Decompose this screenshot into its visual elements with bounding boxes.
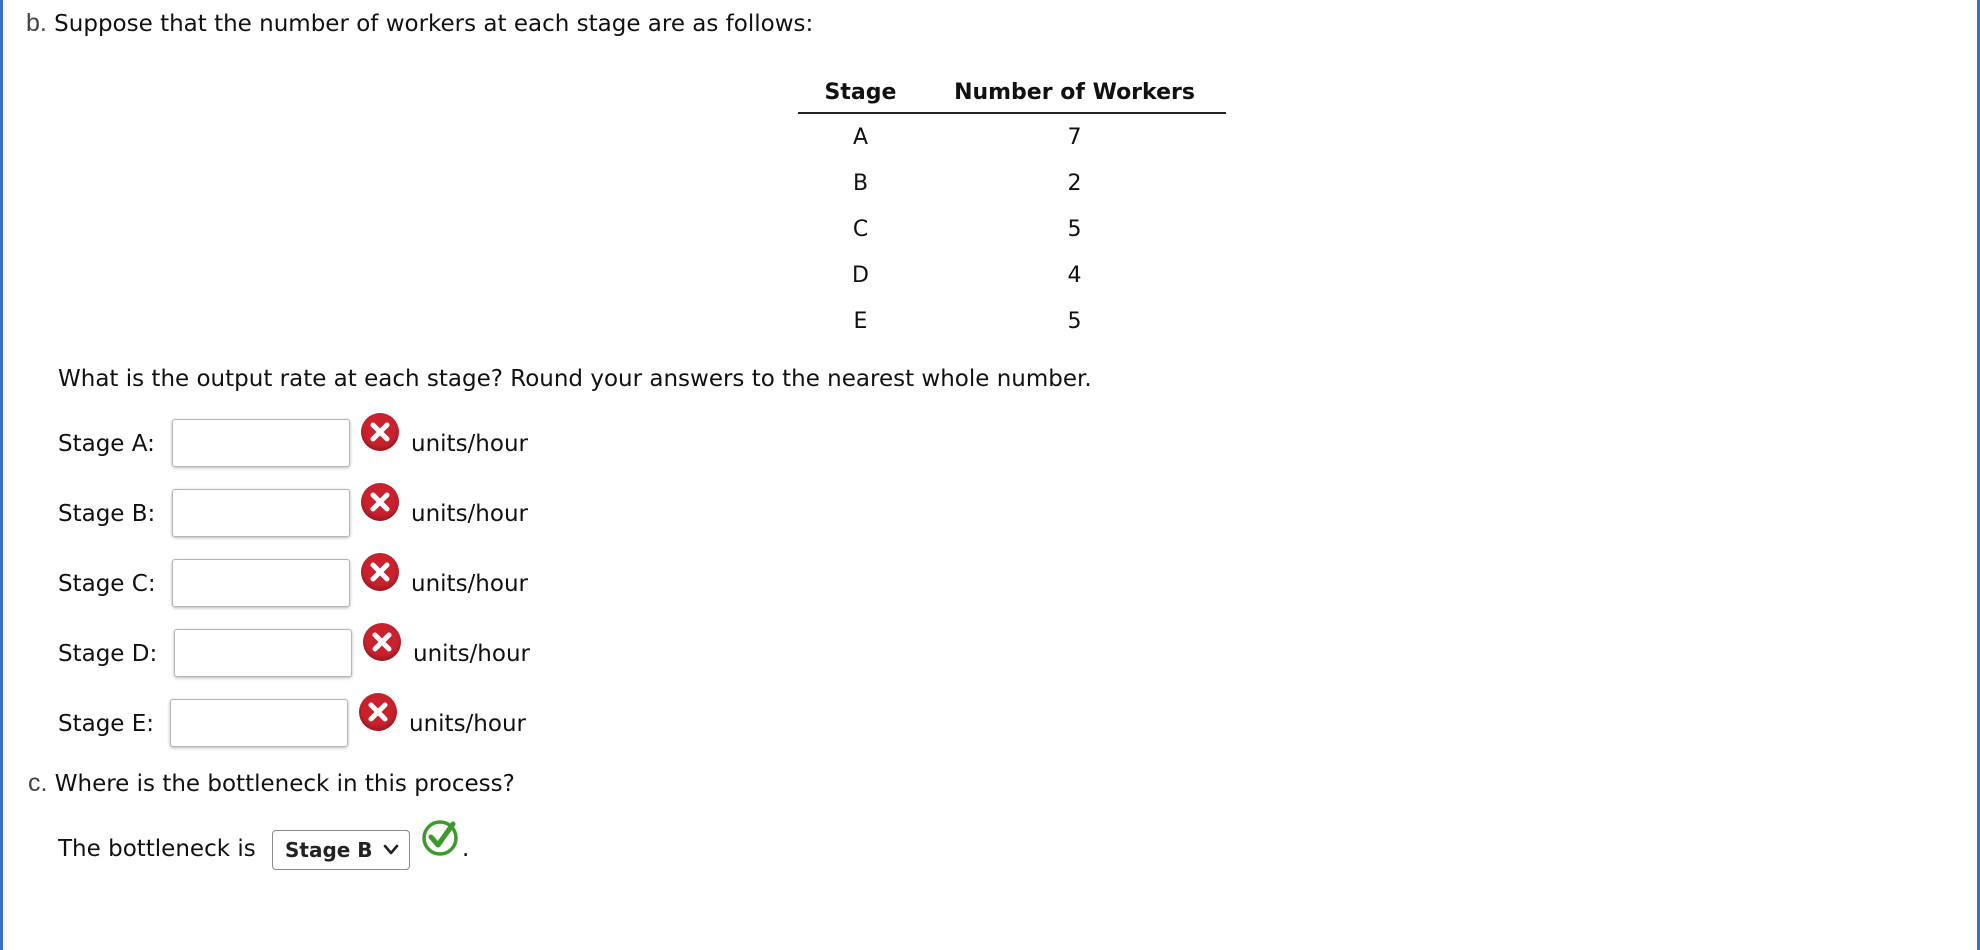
table-row	[798, 252, 1226, 298]
stage-c-unit: units/hour	[411, 571, 528, 597]
stage-cell: E	[853, 308, 868, 334]
workers-cell: 2	[1067, 170, 1082, 196]
x-circle-icon	[359, 693, 397, 731]
header-number-of-workers: Number of Workers	[923, 72, 1226, 113]
workers-cell: 5	[1067, 216, 1082, 242]
workers-cell: 7	[1067, 124, 1082, 150]
x-circle-icon	[361, 483, 399, 521]
check-circle-icon	[420, 816, 460, 856]
table-row	[798, 206, 1226, 252]
part-c-text: Where is the bottleneck in this process?	[54, 771, 515, 797]
x-circle-icon	[361, 553, 399, 591]
stage-a-input[interactable]	[172, 419, 350, 467]
workers-cell: 4	[1067, 262, 1082, 288]
stage-d-label: Stage D:	[58, 641, 158, 667]
table-row	[798, 113, 1226, 160]
stage-c-input[interactable]	[172, 559, 350, 607]
stage-cell: B	[852, 170, 869, 196]
output-rate-question: What is the output rate at each stage? Round your answers to the nearest whole number.	[58, 366, 1092, 392]
table-header-row	[798, 72, 1226, 113]
table-row	[798, 298, 1226, 344]
stage-cell: A	[852, 124, 869, 150]
bottleneck-prefix: The bottleneck is	[58, 836, 256, 862]
workers-cell: 5	[1067, 308, 1082, 334]
stage-a-unit: units/hour	[411, 431, 528, 457]
part-b-heading	[26, 8, 813, 39]
x-circle-icon	[361, 413, 399, 451]
part-b-text: Suppose that the number of workers at each stage are as follows:	[54, 11, 814, 37]
header-stage: Stage	[798, 72, 923, 113]
stage-d-input[interactable]	[174, 629, 352, 677]
stage-b-unit: units/hour	[411, 501, 528, 527]
stage-b-label: Stage B:	[58, 501, 156, 527]
stage-b-input[interactable]	[172, 489, 350, 537]
stage-e-input[interactable]	[170, 699, 348, 747]
stage-cell: C	[852, 216, 869, 242]
stage-e-label: Stage E:	[58, 711, 155, 737]
stage-a-label: Stage A:	[58, 431, 155, 457]
chevron-down-icon	[383, 843, 399, 857]
stage-cell: D	[852, 262, 869, 288]
stage-d-unit: units/hour	[413, 641, 530, 667]
x-circle-icon	[363, 623, 401, 661]
part-c-letter: c.	[28, 769, 48, 797]
part-b-letter: b.	[26, 9, 47, 37]
bottleneck-selected-value: Stage B	[285, 838, 373, 862]
bottleneck-select[interactable]	[272, 830, 410, 870]
workers-table	[798, 72, 1226, 344]
table-row	[798, 160, 1226, 206]
stage-e-unit: units/hour	[409, 711, 526, 737]
stage-c-label: Stage C:	[58, 571, 156, 597]
part-c-heading	[28, 768, 515, 799]
bottleneck-suffix: .	[462, 836, 470, 862]
